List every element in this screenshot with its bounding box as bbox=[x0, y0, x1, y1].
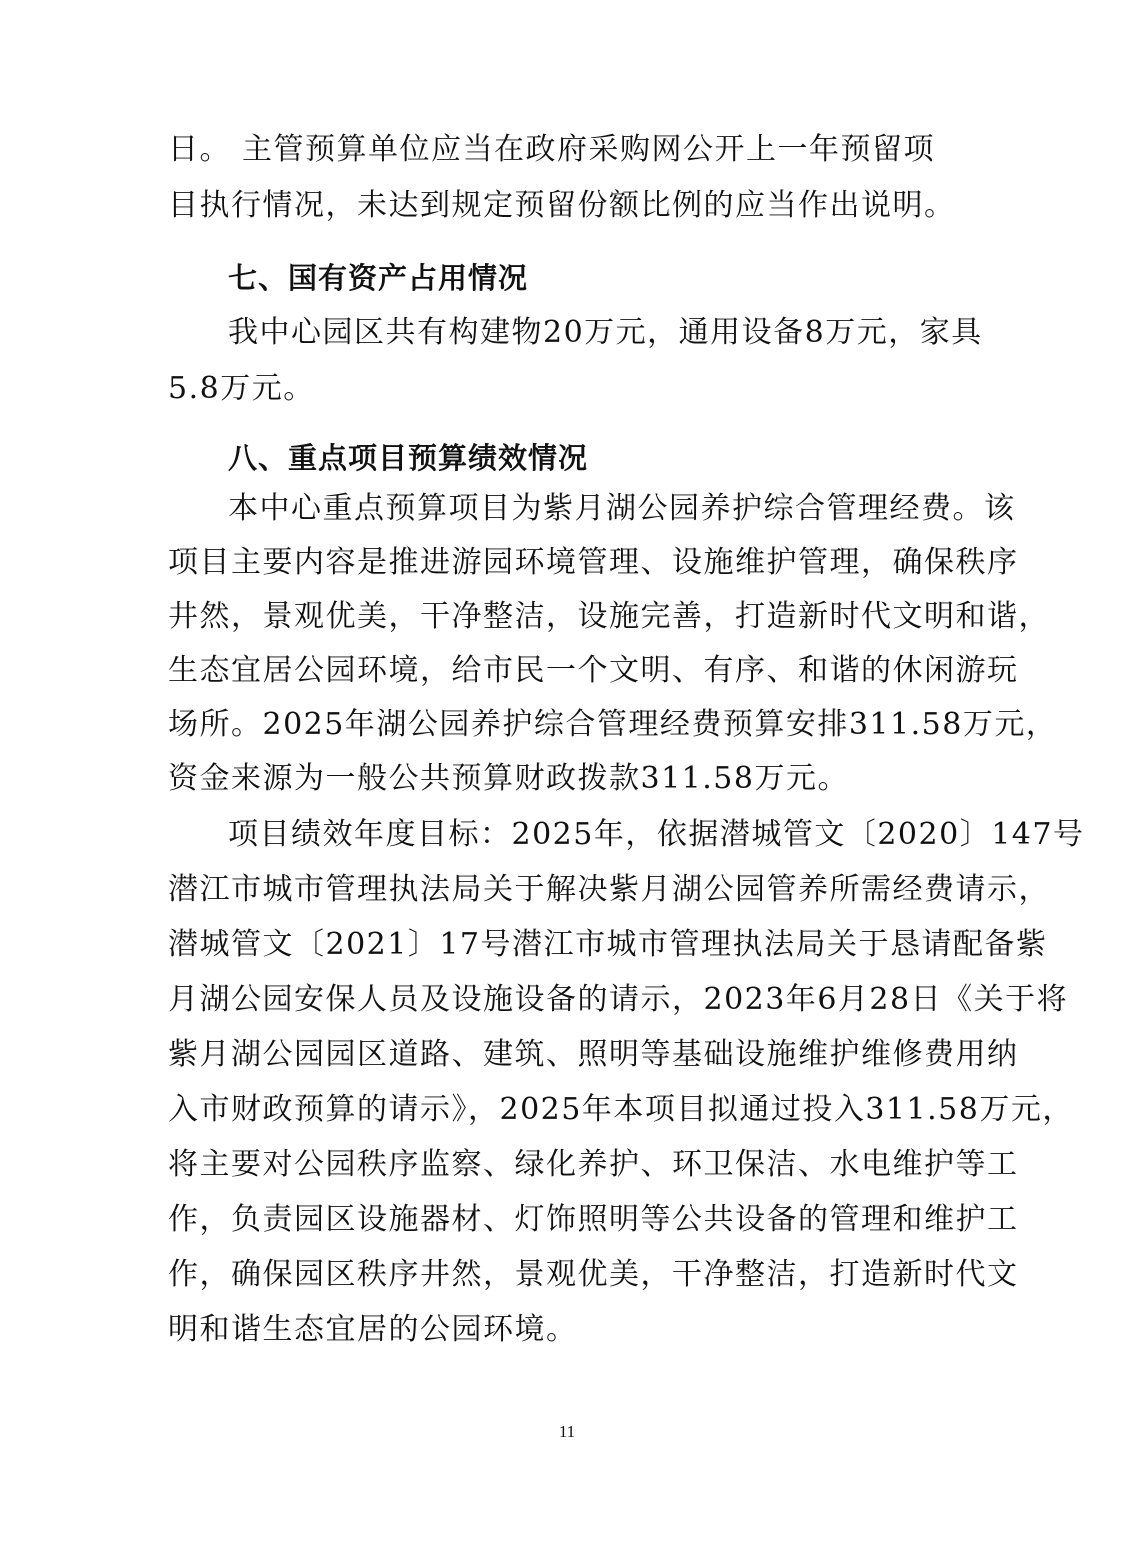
paragraph-line: 项目主要内容是推进游园环境管理、设施维护管理，确保秩序 bbox=[168, 545, 1019, 580]
paragraph-line: 潜江市城市管理执法局关于解决紫月湖公园管养所需经费请示， bbox=[168, 872, 1050, 907]
paragraph-line: 资金来源为一般公共预算财政拨款311.58万元。 bbox=[168, 761, 849, 796]
paragraph-line: 场所。2025年湖公园养护综合管理经费预算安排311.58万元， bbox=[168, 707, 1058, 742]
paragraph-line: 本中心重点预算项目为紫月湖公园养护综合管理经费。该 bbox=[228, 491, 1016, 526]
section-8-heading: 八、重点项目预算绩效情况 bbox=[228, 441, 589, 475]
paragraph-line: 目执行情况，未达到规定预留份额比例的应当作出说明。 bbox=[168, 188, 956, 223]
paragraph-line: 紫月湖公园园区道路、建筑、照明等基础设施维护维修费用纳 bbox=[168, 1037, 1019, 1072]
paragraph-line: 明和谐生态宜居的公园环境。 bbox=[168, 1312, 578, 1347]
paragraph-line: 月湖公园安保人员及设施设备的请示，2023年6月28日《关于将 bbox=[168, 982, 1069, 1017]
paragraph-line: 5.8万元。 bbox=[168, 371, 315, 406]
paragraph-line: 生态宜居公园环境，给市民一个文明、有序、和谐的休闲游玩 bbox=[168, 653, 1019, 688]
paragraph-line: 潜城管文〔2021〕17号潜江市城市管理执法局关于恳请配备紫 bbox=[168, 927, 1048, 962]
paragraph-line: 我中心园区共有构建物20万元，通用设备8万元，家具 bbox=[228, 315, 983, 350]
paragraph-line: 项目绩效年度目标：2025年，依据潜城管文〔2020〕147号 bbox=[228, 817, 1085, 852]
paragraph-line: 日。 主管预算单位应当在政府采购网公开上一年预留项 bbox=[168, 132, 936, 167]
paragraph-line: 入市财政预算的请示》，2025年本项目拟通过投入311.58万元， bbox=[168, 1092, 1074, 1127]
paragraph-line: 作，确保园区秩序井然，景观优美，干净整洁，打造新时代文 bbox=[168, 1257, 1019, 1292]
paragraph-line: 井然，景观优美，干净整洁，设施完善，打造新时代文明和谐， bbox=[168, 599, 1050, 634]
paragraph-line: 将主要对公园秩序监察、绿化养护、环卫保洁、水电维护等工 bbox=[168, 1147, 1019, 1182]
paragraph-line: 作，负责园区设施器材、灯饰照明等公共设备的管理和维护工 bbox=[168, 1202, 1019, 1237]
section-7-heading: 七、国有资产占用情况 bbox=[228, 261, 529, 295]
page-number: 11 bbox=[558, 1422, 576, 1441]
